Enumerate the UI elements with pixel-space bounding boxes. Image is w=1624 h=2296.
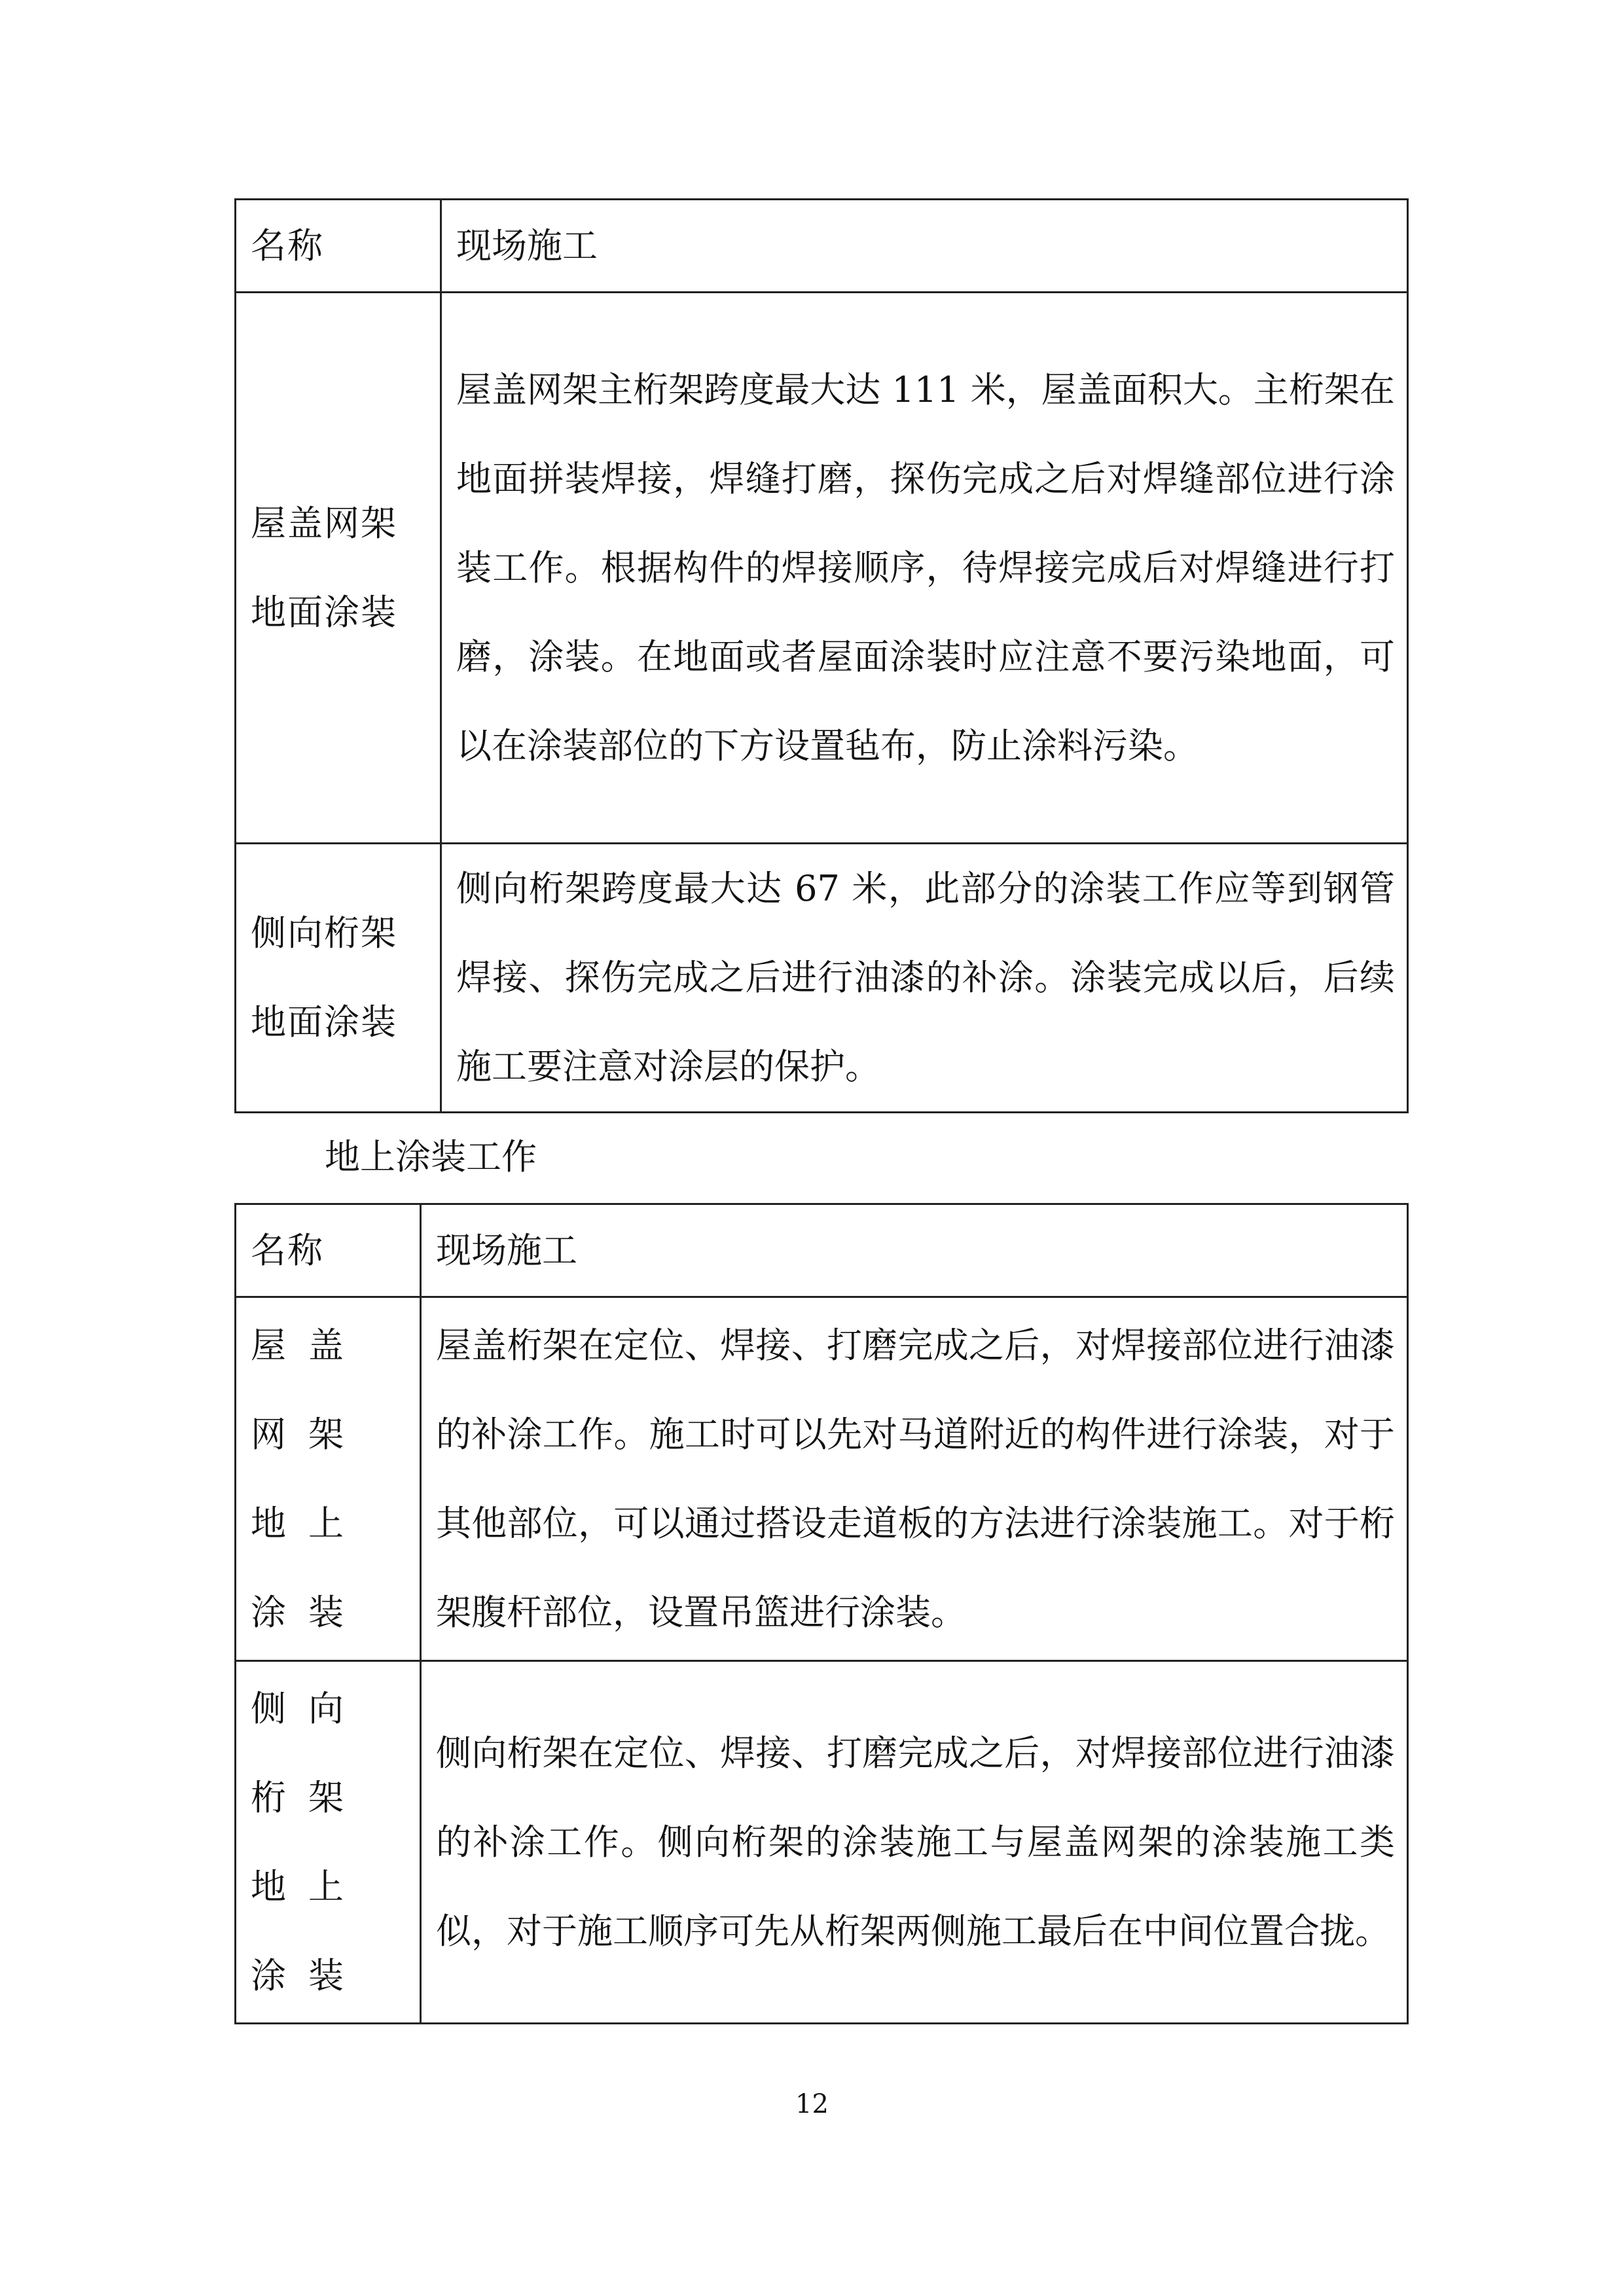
table-header-row xyxy=(236,200,1408,293)
header-content-cell: 现场施工 xyxy=(441,200,1408,293)
row-name-cell: 侧向桁架地面涂装 xyxy=(236,844,441,1113)
table-row xyxy=(236,1297,1408,1661)
header-content-cell: 现场施工 xyxy=(421,1204,1408,1297)
row-content-cell: 屋盖桁架在定位、焊接、打磨完成之后，对焊接部位进行油漆的补涂工作。施工时可以先对马道附近的构件进行涂装，对于其他部位，可以通过搭设走道板的方法进行涂装施工。对于桁架腹杆部位，设置吊篮进行涂装。 xyxy=(421,1297,1408,1661)
construction-table-above-ground xyxy=(234,1203,1409,2024)
table-row xyxy=(236,293,1408,844)
header-name-cell: 名称 xyxy=(236,200,441,293)
row-content-cell: 屋盖网架主桁架跨度最大达 111 米，屋盖面积大。主桁架在地面拼装焊接，焊缝打磨，探伤完成之后对焊缝部位进行涂装工作。根据构件的焊接顺序，待焊接完成后对焊缝进行打磨，涂装。在地面或者屋面涂装时应注意不要污染地面，可以在涂装部位的下方设置毡布，防止涂料污染。 xyxy=(441,293,1408,844)
row-content-cell: 侧向桁架在定位、焊接、打磨完成之后，对焊接部位进行油漆的补涂工作。侧向桁架的涂装施工与屋盖网架的涂装施工类似，对于施工顺序可先从桁架两侧施工最后在中间位置合拢。 xyxy=(421,1661,1408,2024)
row-content-cell: 侧向桁架跨度最大达 67 米，此部分的涂装工作应等到钢管焊接、探伤完成之后进行油漆的补涂。涂装完成以后，后续施工要注意对涂层的保护。 xyxy=(441,844,1408,1113)
page-number: 12 xyxy=(795,2089,829,2119)
table-row xyxy=(236,844,1408,1113)
table-header-row xyxy=(236,1204,1408,1297)
construction-table-ground xyxy=(234,198,1409,1113)
section-heading: 地上涂装工作 xyxy=(325,1136,537,1177)
header-name-cell: 名称 xyxy=(236,1204,421,1297)
row-name-cell: 侧向桁架地上涂装 xyxy=(236,1661,421,2024)
row-name-cell: 屋盖网架地面涂装 xyxy=(236,293,441,844)
row-name-cell: 屋盖网架地上涂装 xyxy=(236,1297,421,1661)
table-row xyxy=(236,1661,1408,2024)
